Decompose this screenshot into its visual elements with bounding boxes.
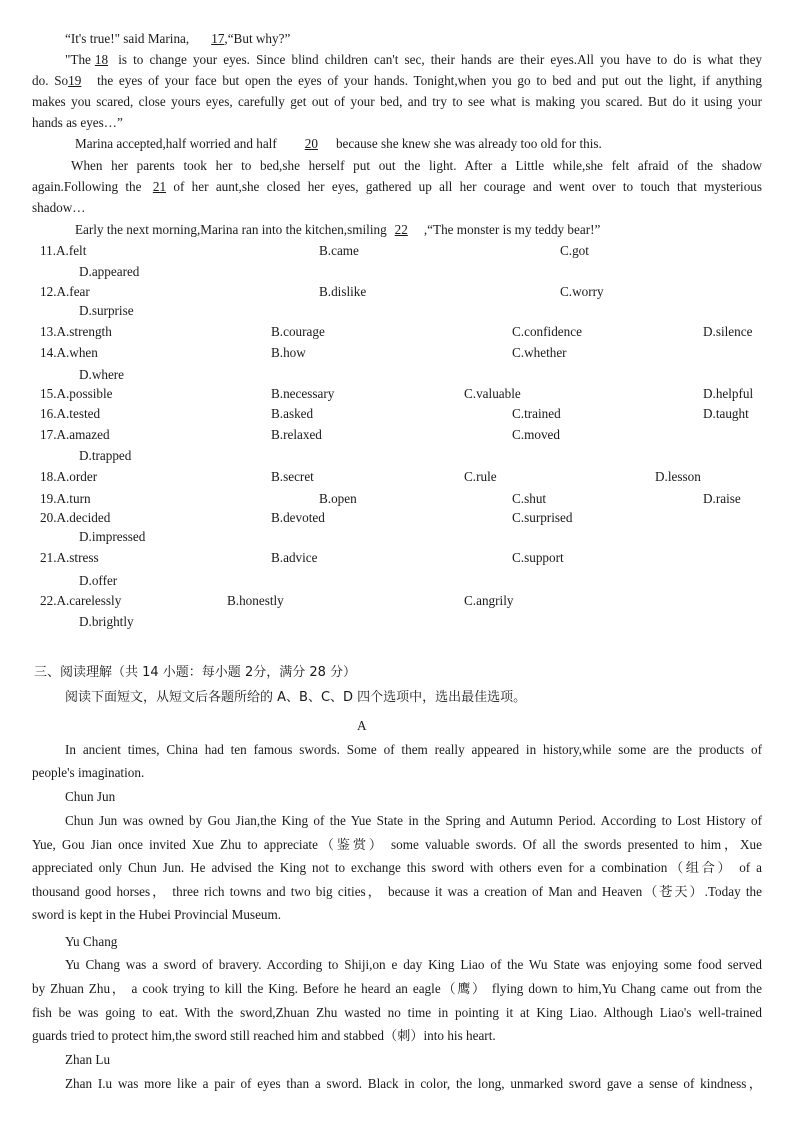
option-19-b[interactable]: B.open	[319, 491, 357, 506]
option-20-a[interactable]: 20.A.decided	[40, 510, 111, 525]
passage-line	[75, 221, 793, 239]
option-12-c[interactable]: C.worry	[560, 284, 604, 299]
passage-line	[75, 135, 793, 153]
option-14-b[interactable]: B.how	[271, 345, 306, 360]
passage-line: When her parents took her to bed,she herself put out the light. After a Little while,she felt afraid of the shadow	[71, 158, 762, 173]
passage-line: In ancient times, China had ten famous swords. Some of them really appeared in history,while some are the products of	[65, 742, 762, 757]
text: Early the next morning,Marina ran into the kitchen,smiling	[75, 222, 387, 237]
option-20-b[interactable]: B.devoted	[271, 510, 325, 525]
option-18-c[interactable]: C.rule	[464, 469, 497, 484]
option-17-b[interactable]: B.relaxed	[271, 427, 322, 442]
option-15-b[interactable]: B.necessary	[271, 386, 335, 401]
passage-line: people's imagination.	[32, 765, 145, 780]
option-22-b[interactable]: B.honestly	[227, 593, 284, 608]
option-15-c[interactable]: C.valuable	[464, 386, 521, 401]
blank-22: 22	[394, 222, 408, 237]
text: Marina accepted,half worried and half	[75, 136, 277, 151]
option-20-c[interactable]: C.surprised	[512, 510, 573, 525]
option-14-c[interactable]: C.whether	[512, 345, 567, 360]
passage-line: guards tried to protect him,the sword still reached him and stabbed（刺）into his heart.	[32, 1028, 496, 1043]
section-title: 三、阅读理解（共 14 小题：每小题 2分，满分 28 分）	[34, 665, 357, 680]
option-12-b[interactable]: B.dislike	[319, 284, 367, 299]
blank-18: 18	[94, 52, 109, 67]
option-22-c[interactable]: C.angrily	[464, 593, 514, 608]
passage-line: Yu Chang was a sword of bravery. According to Shiji,on e day King Liao of the Wu State was enjoying some food served	[65, 957, 762, 972]
section-instruction: 阅读下面短文，从短文后各题所给的 A、B、C、D 四个选项中，选出最佳选项。	[65, 690, 527, 705]
option-15-a[interactable]: 15.A.possible	[40, 386, 113, 401]
option-16-b[interactable]: B.asked	[271, 406, 314, 421]
passage-line: hands as eyes…”	[32, 115, 123, 130]
text: do. So	[32, 73, 69, 88]
option-17-c[interactable]: C.moved	[512, 427, 560, 442]
option-21-c[interactable]: C.support	[512, 550, 564, 565]
option-20-d[interactable]: D.impressed	[79, 529, 146, 544]
passage-line: Yue, Gou Jian once invited Xue Zhu to appreciate（鉴赏） some valuable swords. Of all the swords presented to him，Xue	[32, 837, 762, 852]
option-11-d[interactable]: D.appeared	[79, 264, 140, 279]
option-19-c[interactable]: C.shut	[512, 491, 547, 506]
option-13-c[interactable]: C.confidence	[512, 324, 582, 339]
text: again.Following the	[32, 179, 142, 194]
option-12-d[interactable]: D.surprise	[79, 303, 134, 318]
text: is to change your eyes. Since blind children can't sec, their hands are their eyes.All you have to do is what they	[118, 52, 763, 67]
option-15-d[interactable]: D.helpful	[703, 386, 754, 401]
passage-line: Chun Jun was owned by Gou Jian,the King of the Yue State in the Spring and Autumn Period. According to Lost History of	[65, 813, 762, 828]
sword-heading-zhan-lu: Zhan Lu	[65, 1052, 111, 1067]
passage-line: sword is kept in the Hubei Provincial Museum.	[32, 907, 282, 922]
option-22-a[interactable]: 22.A.carelessly	[40, 593, 122, 608]
passage-line	[65, 30, 762, 48]
text: "The	[65, 52, 91, 67]
option-16-c[interactable]: C.trained	[512, 406, 561, 421]
passage-line: makes you scared, close yours eyes, carefully get out of your bed, and try to see what is making you scared. But do it using your	[32, 94, 762, 109]
option-11-b[interactable]: B.came	[319, 243, 359, 258]
option-21-a[interactable]: 21.A.stress	[40, 550, 99, 565]
option-13-b[interactable]: B.courage	[271, 324, 325, 339]
sword-heading-yu-chang: Yu Chang	[65, 934, 118, 949]
option-21-d[interactable]: D.offer	[79, 573, 118, 588]
passage-line	[65, 51, 762, 69]
sword-heading-chun-jun: Chun Jun	[65, 789, 116, 804]
option-18-a[interactable]: 18.A.order	[40, 469, 98, 484]
text: ,“But why?”	[224, 31, 291, 46]
option-11-a[interactable]: 11.A.felt	[40, 243, 87, 258]
option-17-a[interactable]: 17.A.amazed	[40, 427, 110, 442]
text: “It's true!" said Marina,	[65, 31, 190, 46]
option-19-a[interactable]: 19.A.turn	[40, 491, 91, 506]
blank-17: 17	[211, 31, 225, 46]
passage-line: fish be was going to eat. With the sword,Zhuan Zhu wasted no time in pointing it at King Liao. Although Liao's well-trained	[32, 1005, 762, 1020]
option-22-d[interactable]: D.brightly	[79, 614, 134, 629]
passage-line: thousand good horses， three rich towns and two big cities， because it was a creation of Man and Heaven（苍天）.Today the	[32, 884, 762, 899]
option-16-d[interactable]: D.taught	[703, 406, 749, 421]
option-11-c[interactable]: C.got	[560, 243, 589, 258]
blank-20: 20	[304, 136, 318, 151]
option-16-a[interactable]: 16.A.tested	[40, 406, 101, 421]
passage-line: Zhan I.u was more like a pair of eyes than a sword. Black in color, the long, unmarked sword gave a sense of kindness，	[65, 1076, 762, 1091]
option-21-b[interactable]: B.advice	[271, 550, 318, 565]
option-14-a[interactable]: 14.A.when	[40, 345, 98, 360]
option-19-d[interactable]: D.raise	[703, 491, 741, 506]
passage-letter: A	[357, 718, 367, 733]
option-13-d[interactable]: D.silence	[703, 324, 753, 339]
passage-line	[32, 178, 762, 196]
passage-line: by Zhuan Zhu， a cook trying to kill the King. Before he heard an eagle（鹰） flying down to him,Yu Chang came out from the	[32, 981, 762, 996]
option-17-d[interactable]: D.trapped	[79, 448, 132, 463]
blank-21: 21	[152, 179, 167, 194]
option-13-a[interactable]: 13.A.strength	[40, 324, 112, 339]
text: because she knew she was already too old for this.	[335, 136, 602, 151]
text: the eyes of your face but open the eyes of your hands. Tonight,when you go to bed and put out the light, if anything	[97, 73, 763, 88]
text: ,“The monster is my teddy bear!”	[423, 222, 601, 237]
passage-line: appreciated only Chun Jun. He advised the King not to exchange this sword with others even for a combination（组合） of a	[32, 860, 762, 875]
option-18-b[interactable]: B.secret	[271, 469, 314, 484]
passage-line: shadow…	[32, 200, 86, 215]
option-14-d[interactable]: D.where	[79, 367, 125, 382]
option-18-d[interactable]: D.lesson	[655, 469, 701, 484]
passage-line	[32, 72, 762, 90]
blank-19: 19	[68, 73, 82, 88]
option-12-a[interactable]: 12.A.fear	[40, 284, 90, 299]
text: of her aunt,she closed her eyes, gathered up all her courage and went over to touch that mysterious	[173, 179, 763, 194]
